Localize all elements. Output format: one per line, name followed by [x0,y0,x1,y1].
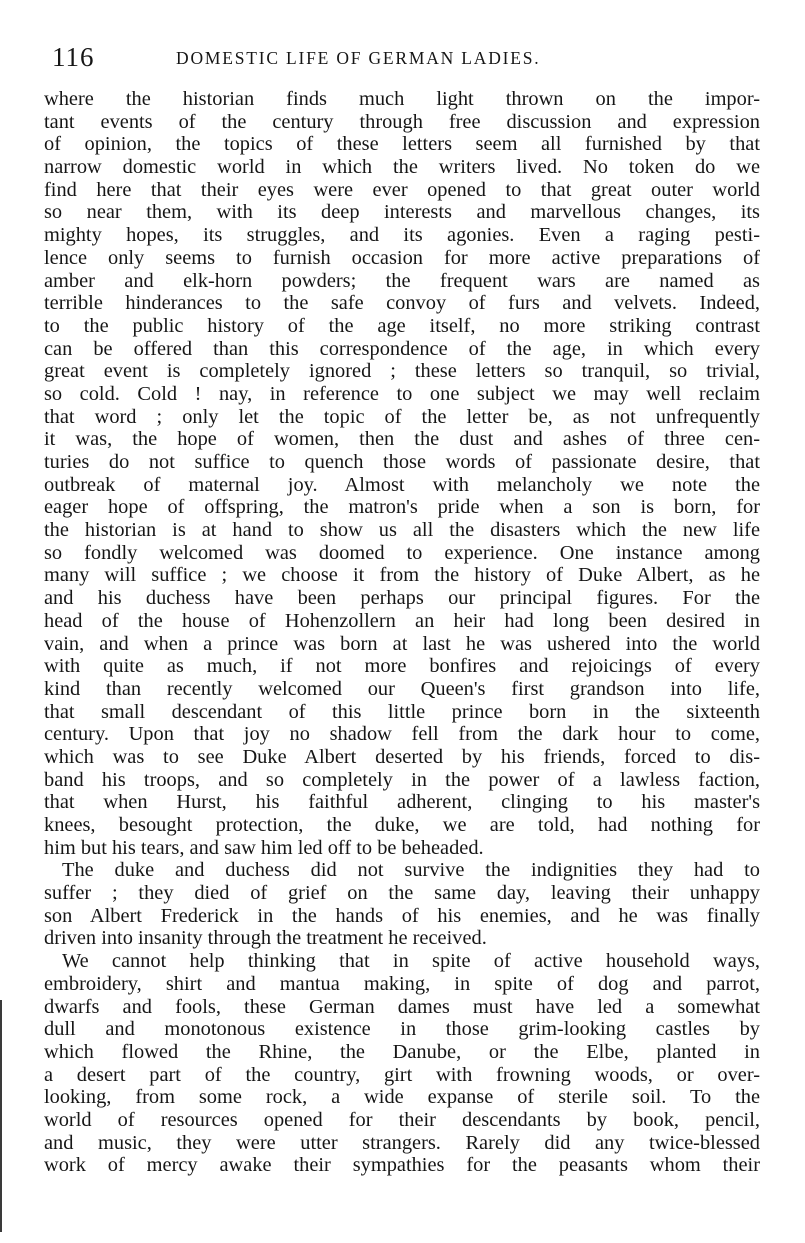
text-line: knees, besought protection, the duke, we are told, had nothing for [44,814,760,836]
text-line: that when Hurst, his faithful adherent, clinging to his master's [44,791,760,814]
text-line: head of the house of Hohenzollern an heir had long been desired in [44,609,760,632]
scan-edge-rule [0,1000,2,1232]
text-line: world of resources opened for their descendants by book, pencil, [44,1108,760,1131]
text-line: which was to see Duke Albert deserted by his friends, forced to dis- [44,745,760,768]
text-line: of opinion, the topics of these letters seem all furnished by that [44,133,760,156]
text-line: suffer ; they died of grief on the same day, leaving their unhappy [44,882,760,905]
text-line: dull and monotonous existence in those grim-looking castles by [44,1018,760,1041]
text-line: it was, the hope of women, then the dust and ashes of three cen- [44,428,760,451]
paragraph-start-line: We cannot help thinking that in spite of active household ways, [62,950,760,973]
text-line: the historian is at hand to show us all the disasters which the new life [44,519,760,542]
text-line: son Albert Frederick in the hands of his enemies, and he was finally [44,904,760,927]
text-line: vain, and when a prince was born at last he was ushered into the world [44,632,760,655]
text-line: mighty hopes, its struggles, and its agonies. Even a raging pesti- [44,224,760,247]
text-line: that small descendant of this little prince born in the sixteenth [44,700,760,723]
text-line: where the historian finds much light thrown on the impor- [44,88,760,110]
paragraph-start-line: The duke and duchess did not survive the indignities they had to [62,859,760,882]
paragraph-end-line: him but his tears, and saw him led off to be beheaded. [44,836,484,859]
text-line: with quite as much, if not more bonfires and rejoicings of every [44,655,760,678]
text-line: work of mercy awake their sympathies for the peasants whom their [44,1154,760,1177]
text-line: many will suffice ; we choose it from the history of Duke Albert, as he [44,564,760,587]
running-title: DOMESTIC LIFE OF GERMAN LADIES. [176,48,541,68]
running-header [52,40,772,80]
text-line: a desert part of the country, girt with frowning woods, or over- [44,1063,760,1086]
text-line: to the public history of the age itself, no more striking contrast [44,314,760,337]
text-line: amber and elk-horn powders; the frequent wars are named as [44,269,760,292]
paragraph-end-line: driven into insanity through the treatment he received. [44,927,487,950]
text-line: so fondly welcomed was doomed to experience. One instance among [44,541,760,564]
body-text [44,88,760,1177]
text-line: that word ; only let the topic of the letter be, as not unfrequently [44,405,760,428]
text-line: so cold. Cold ! nay, in reference to one subject we may well reclaim [44,382,760,405]
text-line: which flowed the Rhine, the Danube, or the Elbe, planted in [44,1040,760,1063]
text-line: terrible hinderances to the safe convoy of furs and velvets. Indeed, [44,292,760,315]
text-line: kind than recently welcomed our Queen's first grandson into life, [44,677,760,700]
text-line: century. Upon that joy no shadow fell from the dark hour to come, [44,723,760,746]
text-line: outbreak of maternal joy. Almost with melancholy we note the [44,473,760,496]
text-line: find here that their eyes were ever opened to that great outer world [44,178,760,201]
text-line: band his troops, and so completely in the power of a lawless faction, [44,768,760,791]
text-line: lence only seems to furnish occasion for more active preparations of [44,246,760,269]
text-line: embroidery, shirt and mantua making, in spite of dog and parrot, [44,972,760,995]
text-line: dwarfs and fools, these German dames must have led a somewhat [44,995,760,1018]
text-line: so near them, with its deep interests and marvellous changes, its [44,201,760,224]
text-line: can be offered than this correspondence of the age, in which every [44,337,760,360]
text-line: eager hope of offspring, the matron's pride when a son is born, for [44,496,760,519]
text-line: narrow domestic world in which the writers lived. No token do we [44,156,760,179]
page-number: 116 [52,42,95,72]
text-line: turies do not suffice to quench those words of passionate desire, that [44,451,760,473]
text-line: great event is completely ignored ; these letters so tranquil, so trivial, [44,360,760,383]
text-line: looking, from some rock, a wide expanse of sterile soil. To the [44,1086,760,1109]
text-line: and music, they were utter strangers. Rarely did any twice-blessed [44,1131,760,1154]
text-line: and his duchess have been perhaps our principal figures. For the [44,587,760,610]
text-line: tant events of the century through free discussion and expression [44,110,760,133]
